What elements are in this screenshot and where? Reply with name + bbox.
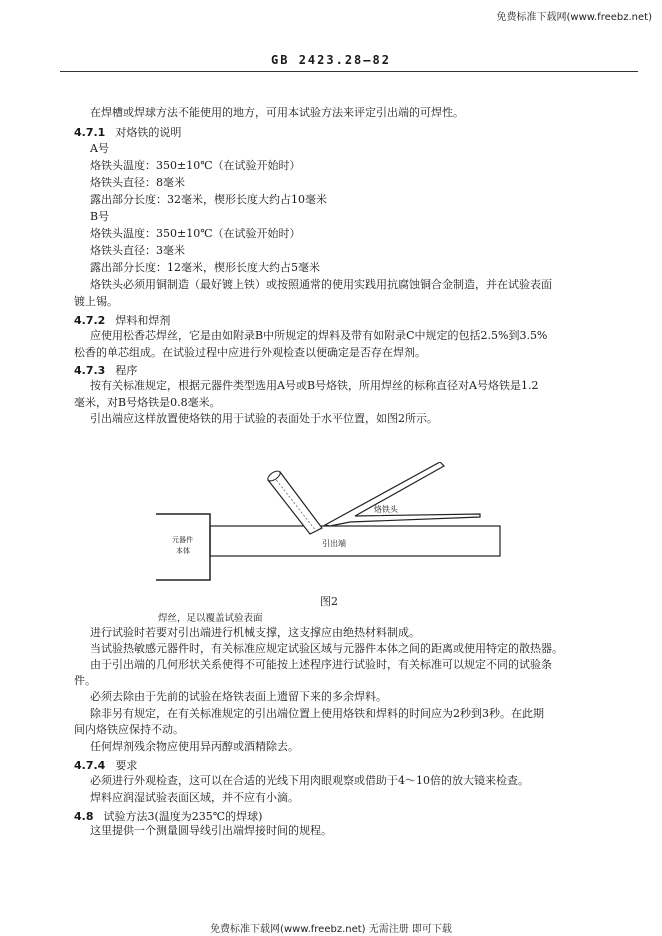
lead-terminal bbox=[210, 526, 500, 556]
text-line: 烙铁头必须用铜制造（最好镀上铁）或按照通常的使用实践用抗腐蚀铜合金制造，并在试验表面 bbox=[90, 278, 552, 291]
section-title: 对烙铁的说明 bbox=[115, 126, 182, 139]
text-line: 露出部分长度：32毫米，楔形长度大约占10毫米 bbox=[90, 193, 327, 206]
figure-2-diagram bbox=[150, 462, 510, 602]
text-line: 在焊槽或焊球方法不能使用的地方，可用本试验方法来评定引出端的可焊性。 bbox=[90, 106, 464, 119]
section-4-7-1 bbox=[74, 124, 181, 140]
section-title: 焊料和焊剂 bbox=[115, 314, 171, 327]
text-line: A号 bbox=[90, 142, 109, 155]
text-line: 进行试验时若要对引出端进行机械支撑，这支撑应由绝热材料制成。 bbox=[90, 626, 420, 639]
figure-caption: 图2 bbox=[320, 595, 338, 608]
section-number: 4.7.1 bbox=[74, 126, 106, 139]
section-4-7-4 bbox=[74, 757, 137, 773]
text-line: 当试验热敏感元器件时，有关标准应规定试验区域与元器件本体之间的距离或使用特定的散热器。 bbox=[90, 642, 563, 655]
text-line: 按有关标准规定，根据元器件类型选用A号或B号烙铁，所用焊丝的标称直径对A号烙铁是1.2 bbox=[90, 379, 539, 392]
section-number: 4.7.4 bbox=[74, 759, 106, 772]
watermark-bottom: 免费标准下载网(www.freebz.net) 无需注册 即可下载 bbox=[210, 924, 452, 935]
text-line: 任何焊剂残余物应使用异丙醇或酒精除去。 bbox=[90, 740, 299, 753]
watermark-top: 免费标准下载网(www.freebz.net) bbox=[496, 12, 652, 23]
label-iron: 烙铁头 bbox=[374, 505, 398, 514]
soldering-iron-tip bbox=[325, 462, 480, 526]
label-body-line2: 本体 bbox=[176, 547, 190, 555]
section-4-7-3 bbox=[74, 362, 137, 378]
text-line: 件。 bbox=[74, 674, 96, 687]
standard-header: GB 2423.28—82 bbox=[271, 53, 391, 67]
text-line: B号 bbox=[90, 210, 110, 223]
section-4-8 bbox=[74, 808, 262, 824]
text-line: 烙铁头温度：350±10℃（在试验开始时） bbox=[90, 159, 301, 172]
text-line: 引出端应这样放置使烙铁的用于试验的表面处于水平位置，如图2所示。 bbox=[90, 412, 438, 425]
text-line: 由于引出端的几何形状关系使得不可能按上述程序进行试验时，有关标准可以规定不同的试验条 bbox=[90, 658, 552, 671]
text-line: 这里提供一个测量圆导线引出端焊接时间的规程。 bbox=[90, 824, 332, 837]
text-line: 焊料应润湿试验表面区域，并不应有小滴。 bbox=[90, 791, 299, 804]
text-line: 烙铁头直径：8毫米 bbox=[90, 176, 185, 189]
text-line: 镀上锡。 bbox=[74, 295, 118, 308]
text-line: 烙铁头直径：3毫米 bbox=[90, 244, 185, 257]
label-body-line1: 元器件 bbox=[172, 536, 193, 544]
section-number: 4.7.3 bbox=[74, 364, 106, 377]
text-line: 必须去除由于先前的试验在烙铁表面上遗留下来的多余焊料。 bbox=[90, 690, 387, 703]
solder-wire bbox=[268, 472, 322, 534]
text-line: 露出部分长度：12毫米，楔形长度大约占5毫米 bbox=[90, 261, 320, 274]
section-title: 试验方法3(温度为235℃的焊球) bbox=[103, 810, 263, 823]
text-line: 烙铁头温度：350±10℃（在试验开始时） bbox=[90, 227, 301, 240]
header-rule bbox=[60, 71, 638, 72]
text-line: 除非另有规定，在有关标准规定的引出端位置上使用烙铁和焊料的时间应为2秒到3秒。在此期 bbox=[90, 707, 544, 720]
section-number: 4.7.2 bbox=[74, 314, 106, 327]
text-line: 松香的单芯组成。在试验过程中应进行外观检查以便确定是否存在焊剂。 bbox=[74, 346, 426, 359]
text-line: 毫米，对B号烙铁是0.8毫米。 bbox=[74, 396, 221, 409]
section-4-7-2 bbox=[74, 312, 170, 328]
label-lead: 引出端 bbox=[322, 539, 346, 548]
section-title: 要求 bbox=[115, 759, 138, 772]
text-line: 应使用松香芯焊丝，它是由如附录B中所规定的焊料及带有如附录C中规定的包括2.5%到3.5% bbox=[90, 329, 548, 342]
section-number: 4.8 bbox=[74, 810, 94, 823]
figure-note: 焊丝，足以覆盖试验表面 bbox=[158, 613, 263, 624]
section-title: 程序 bbox=[115, 364, 138, 377]
text-line: 必须进行外观检查，这可以在合适的光线下用肉眼观察或借助于4～10倍的放大镜来检查。 bbox=[90, 774, 529, 787]
text-line: 间内烙铁应保持不动。 bbox=[74, 723, 184, 736]
